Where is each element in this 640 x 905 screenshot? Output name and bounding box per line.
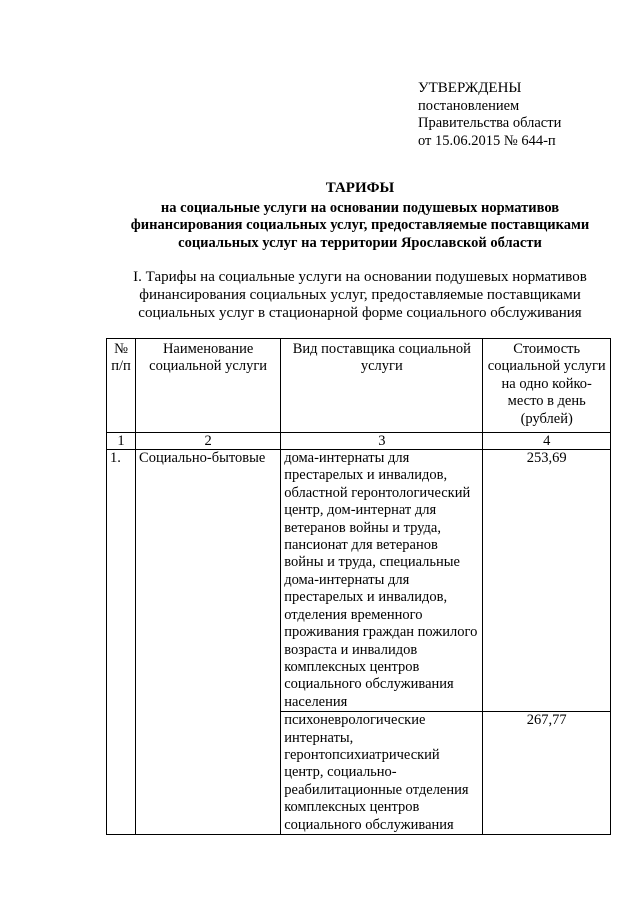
tariffs-table xyxy=(106,338,611,835)
title-line-3: социальных услуг на территории Ярославской области xyxy=(178,234,542,251)
approval-line-3: от 15.06.2015 № 644-п xyxy=(418,132,556,149)
column-number: 4 xyxy=(483,433,611,450)
service-name: Социально-бытовые xyxy=(136,450,281,835)
section-heading xyxy=(100,268,620,322)
column-number-row xyxy=(107,433,611,450)
table-header-row xyxy=(107,339,611,433)
approval-line-1: постановлением xyxy=(418,97,520,114)
approval-line-2: Правительства области xyxy=(418,115,562,131)
section-line-1: I. Тарифы на социальные услуги на основании подушевых нормативов xyxy=(133,269,587,285)
cost-value: 253,69 xyxy=(483,450,611,712)
column-number: 2 xyxy=(136,433,281,450)
header-provider-type: Вид поставщика социальной услуги xyxy=(281,339,483,433)
title-line-1: на социальные услуги на основании подушевых нормативов xyxy=(160,199,560,216)
cost-value: 267,77 xyxy=(483,712,611,835)
header-number: № п/п xyxy=(107,339,136,433)
column-number: 1 xyxy=(107,433,136,450)
provider-type: психоневрологические интернаты, геронтопсихиатрический центр, социально-реабилитационные отделения комплексных центров социального обслуживания xyxy=(281,712,483,835)
provider-type: дома-интернаты для престарелых и инвалидов, областной геронтологический центр, дом-интернат для ветеранов войны и труда, пансионат для ветеранов войны и труда, специальные дома-интернаты для престарелых и инвалидов, отделения временного проживания граждан пожилого возраста и инвалидов комплексных центров социального обслуживания населения xyxy=(281,450,483,712)
approval-heading: УТВЕРЖДЕНЫ xyxy=(418,80,522,96)
document-title xyxy=(100,180,620,252)
title-line-2: финансирования социальных услуг, предоставляемые поставщиками xyxy=(130,217,590,233)
header-cost: Стоимость социальной услуги на одно койко-место в день (рублей) xyxy=(483,339,611,433)
row-number: 1. xyxy=(107,450,136,835)
title-main: ТАРИФЫ xyxy=(325,180,395,196)
column-number: 3 xyxy=(281,433,483,450)
section-line-3: социальных услуг в стационарной форме социального обслуживания xyxy=(138,305,582,321)
header-service-name: Наименование социальной услуги xyxy=(136,339,281,433)
table-row xyxy=(107,450,611,712)
approval-block xyxy=(418,80,561,150)
section-line-2: финансирования социальных услуг, предоставляемые поставщиками xyxy=(139,287,581,303)
